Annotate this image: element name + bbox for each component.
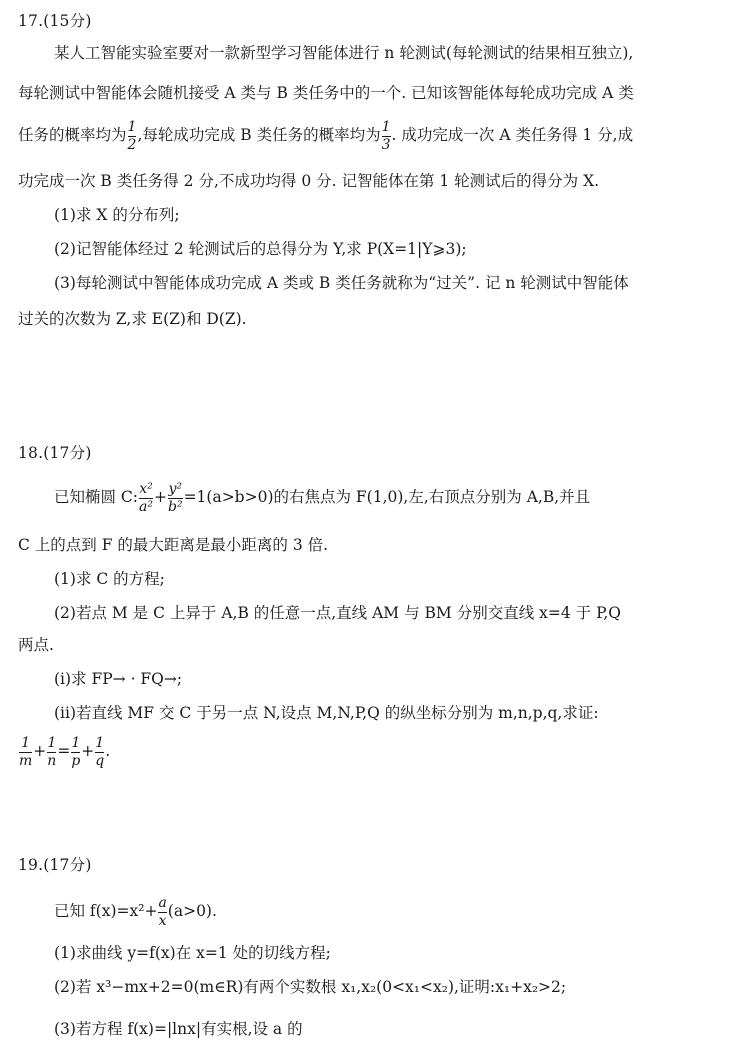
fraction-denominator: x [158, 912, 167, 929]
fraction-numerator: 1 [381, 119, 391, 135]
period: . [105, 742, 111, 761]
question-17-line-3-part-b: ,每轮成功完成 B 类任务的概率均为 [137, 126, 381, 145]
question-17-line-3-part-c: . 成功完成一次 A 类任务得 1 分,成 [391, 126, 634, 145]
fraction-1-over-n [47, 736, 56, 768]
question-18-part-2-line-1: (2)若点 M 是 C 上异于 A,B 的任意一点,直线 AM 与 BM 分别交直线 x=4 于 P,Q [54, 604, 622, 622]
question-19-part-3: (3)若方程 f(x)=|lnx|有实根,设 a 的 [54, 1020, 303, 1038]
question-17-text-line-3 [18, 120, 633, 152]
question-18-line-1-part-a: 已知椭圆 C: [54, 488, 139, 507]
cutoff-fade [352, 1012, 432, 1052]
question-17-part-2: (2)记智能体经过 2 轮测试后的总得分为 Y,求 P(X=1|Y⩾3); [54, 240, 467, 258]
question-18-equation [18, 736, 110, 768]
fraction-denominator: 2 [127, 136, 137, 153]
question-18-header: 18.(17分) [18, 444, 92, 462]
question-18-text-line-2: C 上的点到 F 的最大距离是最小距离的 3 倍. [18, 536, 329, 554]
question-19-header: 19.(17分) [18, 856, 92, 874]
fraction-denominator: a² [139, 498, 153, 515]
question-17-text-line-1: 某人工智能实验室要对一款新型学习智能体进行 n 轮测试(每轮测试的结果相互独立), [54, 44, 634, 62]
fraction-x2-over-a2 [139, 482, 153, 514]
equals-sign: = [57, 742, 71, 761]
plus-sign: + [153, 488, 167, 507]
question-19-line-1-part-a: 已知 f(x)=x²+ [54, 902, 158, 921]
question-17-part-1: (1)求 X 的分布列; [54, 206, 180, 224]
fraction-numerator: 1 [21, 735, 31, 751]
fraction-numerator: 1 [95, 735, 105, 751]
fraction-one-half [128, 120, 137, 152]
fraction-numerator: 1 [47, 735, 57, 751]
question-17-line-3-part-a: 任务的概率均为 [18, 126, 127, 145]
fraction-one-third [382, 120, 391, 152]
question-19-part-1: (1)求曲线 y=f(x)在 x=1 处的切线方程; [54, 944, 331, 962]
question-17-text-line-4: 功完成一次 B 类任务得 2 分,不成功均得 0 分. 记智能体在第 1 轮测试后的得分为 X. [18, 172, 600, 190]
question-17-text-line-2: 每轮测试中智能体会随机接受 A 类与 B 类任务中的一个. 已知该智能体每轮成功完成 A 类 [18, 84, 634, 102]
question-19-part-2: (2)若 x³−mx+2=0(m∈R)有两个实数根 x₁,x₂(0<x₁<x₂),证明:x₁+x₂>2; [54, 978, 567, 996]
question-18-text-line-1 [54, 482, 590, 514]
fraction-1-over-p [71, 736, 80, 768]
question-17-part-3-line-2: 过关的次数为 Z,求 E(Z)和 D(Z). [18, 310, 247, 328]
fraction-1-over-q [95, 736, 104, 768]
fraction-denominator: b² [167, 498, 183, 515]
question-17-header: 17.(15分) [18, 12, 92, 30]
question-18-part-2-ii: (ii)若直线 MF 交 C 于另一点 N,设点 M,N,P,Q 的纵坐标分别为 m,n,p,q,求证: [54, 704, 599, 722]
question-18-part-2-i: (i)求 FP→ · FQ→; [54, 670, 183, 688]
fraction-denominator: q [95, 752, 105, 769]
fraction-a-over-x [158, 896, 166, 928]
question-18-part-2-line-2: 两点. [18, 636, 54, 654]
fraction-denominator: m [19, 752, 33, 769]
fraction-numerator: x² [139, 481, 153, 497]
fraction-denominator: 3 [381, 136, 391, 153]
fraction-numerator: 1 [71, 735, 81, 751]
question-18-line-1-part-b: =1(a>b>0)的右焦点为 F(1,0),左,右顶点分别为 A,B,并且 [183, 488, 591, 507]
plus-sign: + [81, 742, 95, 761]
fraction-numerator: y² [168, 481, 183, 497]
fraction-numerator: 1 [127, 119, 137, 135]
question-18-part-1: (1)求 C 的方程; [54, 570, 165, 588]
question-17-part-3-line-1: (3)每轮测试中智能体成功完成 A 类或 B 类任务就称为“过关”. 记 n 轮测试中智能体 [54, 274, 629, 292]
fraction-y2-over-b2 [168, 482, 183, 514]
question-19-line-1-part-b: (a>0). [167, 902, 217, 921]
fraction-numerator: a [158, 895, 167, 911]
plus-sign: + [33, 742, 47, 761]
fraction-denominator: n [47, 752, 57, 769]
question-19-text-line-1 [54, 896, 217, 928]
fraction-denominator: p [71, 752, 81, 769]
fraction-1-over-m [19, 736, 32, 768]
